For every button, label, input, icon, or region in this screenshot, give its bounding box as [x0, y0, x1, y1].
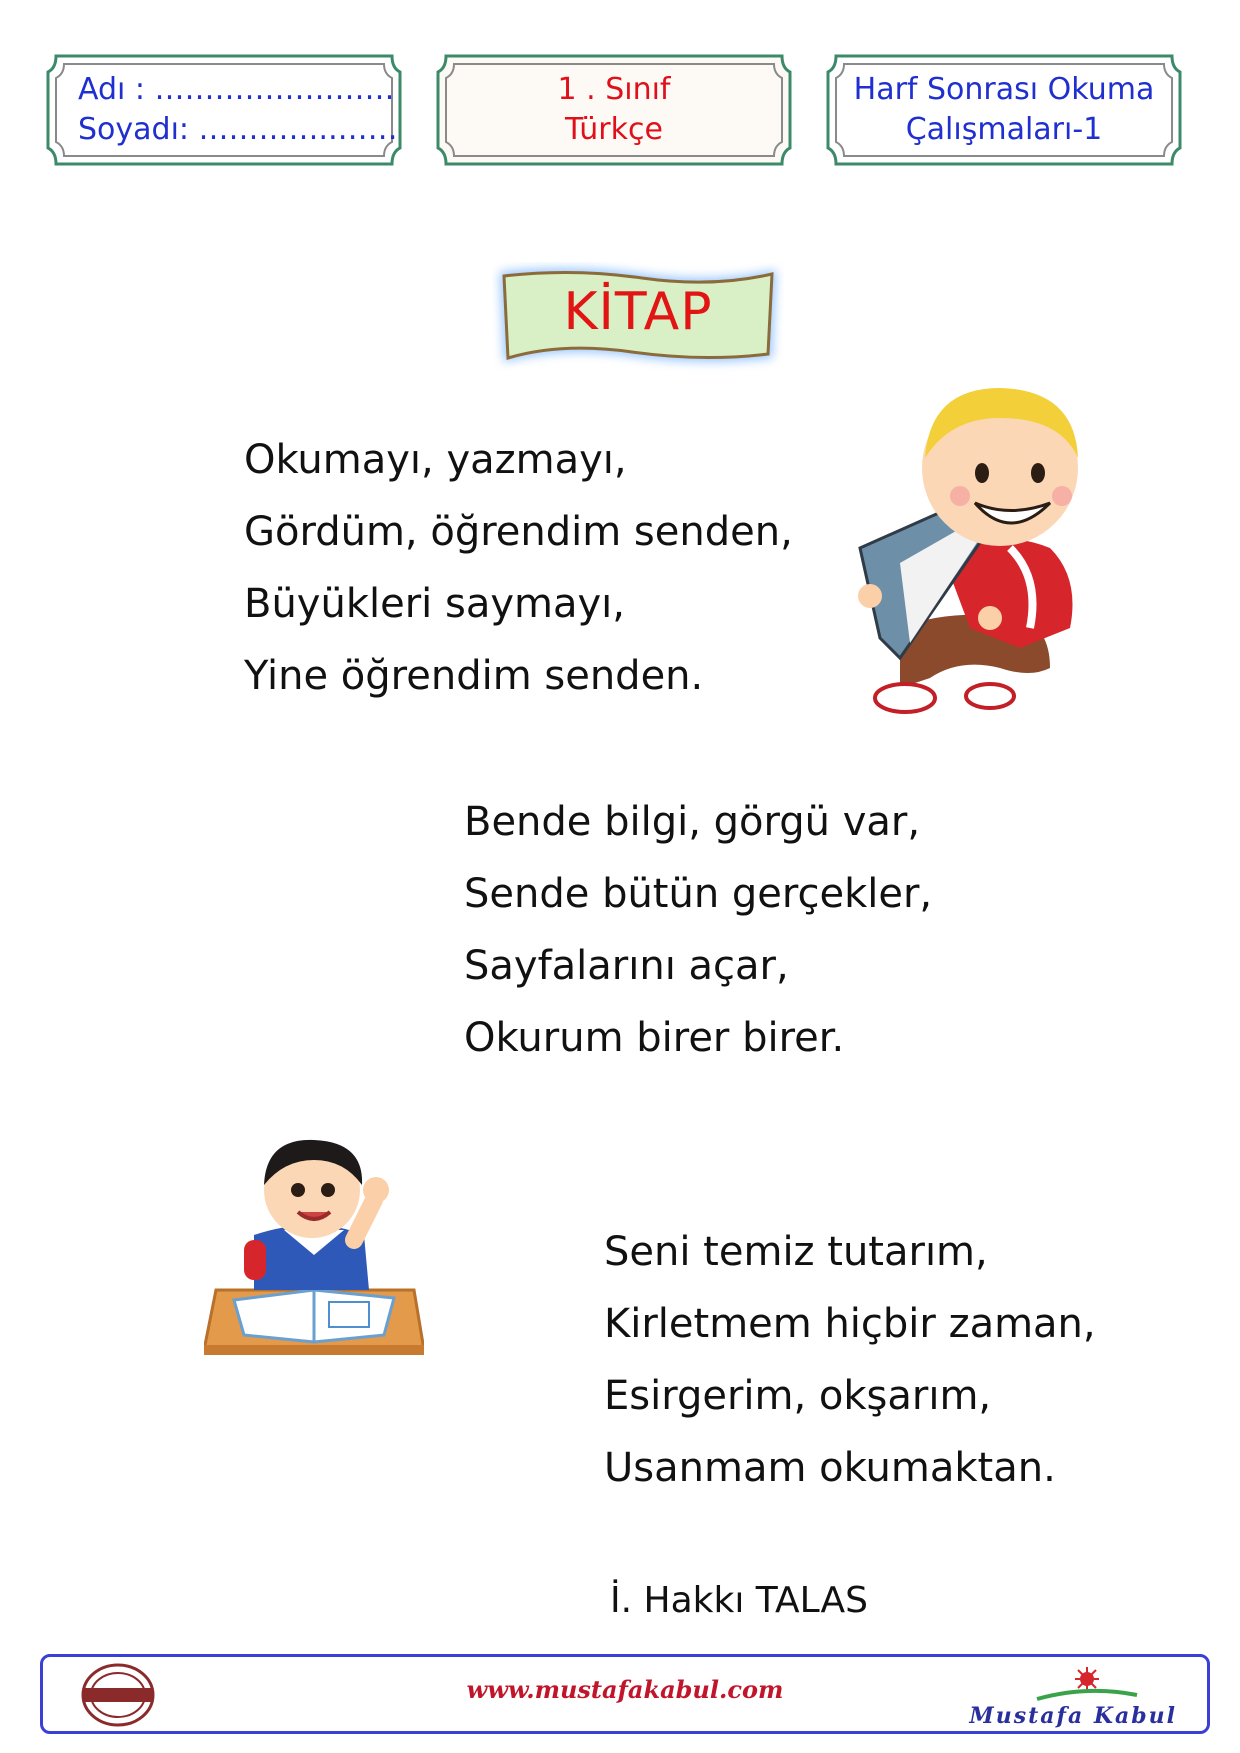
subject-label: Türkçe: [565, 112, 663, 147]
name-field-label: Adı : ……………………: [78, 72, 395, 107]
poem-line: Esirgerim, okşarım,: [604, 1373, 992, 1419]
poem-line: Usanmam okumaktan.: [604, 1445, 1056, 1491]
header-grade-box: [432, 50, 796, 170]
poem-line: Okumayı, yazmayı,: [244, 437, 627, 483]
poem-line: Sayfalarını açar,: [464, 943, 789, 989]
poem-author: İ. Hakkı TALAS: [610, 1580, 868, 1621]
poem-stanza-2: [464, 786, 932, 1074]
surname-field-label: Soyadı: …………..……: [78, 112, 398, 147]
website-link[interactable]: www.mustafakabul.com: [466, 1675, 784, 1704]
logo-text: Mustafa Kabul: [969, 1703, 1177, 1729]
poem-line: Bende bilgi, görgü var,: [464, 799, 921, 845]
poem-line: Yine öğrendim senden.: [244, 653, 704, 699]
poem-line: Kirletmem hiçbir zaman,: [604, 1301, 1096, 1347]
title-banner: [492, 262, 784, 374]
poem-line: Sende bütün gerçekler,: [464, 871, 933, 917]
boy-reading-illustration: [850, 378, 1090, 728]
author-logo: [937, 1665, 1177, 1729]
poem-stanza-3: [604, 1216, 1096, 1504]
poem-line: Gördüm, öğrendim senden,: [244, 509, 793, 555]
header-name-box: [42, 50, 406, 170]
header-topic-box: [822, 50, 1186, 170]
grade-label: 1 . Sınıf: [557, 72, 671, 107]
poem-line: Büyükleri saymayı,: [244, 581, 625, 627]
topic-line-1: Harf Sonrası Okuma: [853, 72, 1155, 107]
poem-stanza-1: [244, 424, 793, 712]
boy-writing-illustration: [204, 1130, 424, 1360]
page-title: KİTAP: [563, 282, 713, 342]
poem-line: Seni temiz tutarım,: [604, 1229, 988, 1275]
poem-line: Okurum birer birer.: [464, 1015, 845, 1061]
topic-line-2: Çalışmaları-1: [905, 112, 1103, 147]
page-footer: [40, 1654, 1210, 1734]
